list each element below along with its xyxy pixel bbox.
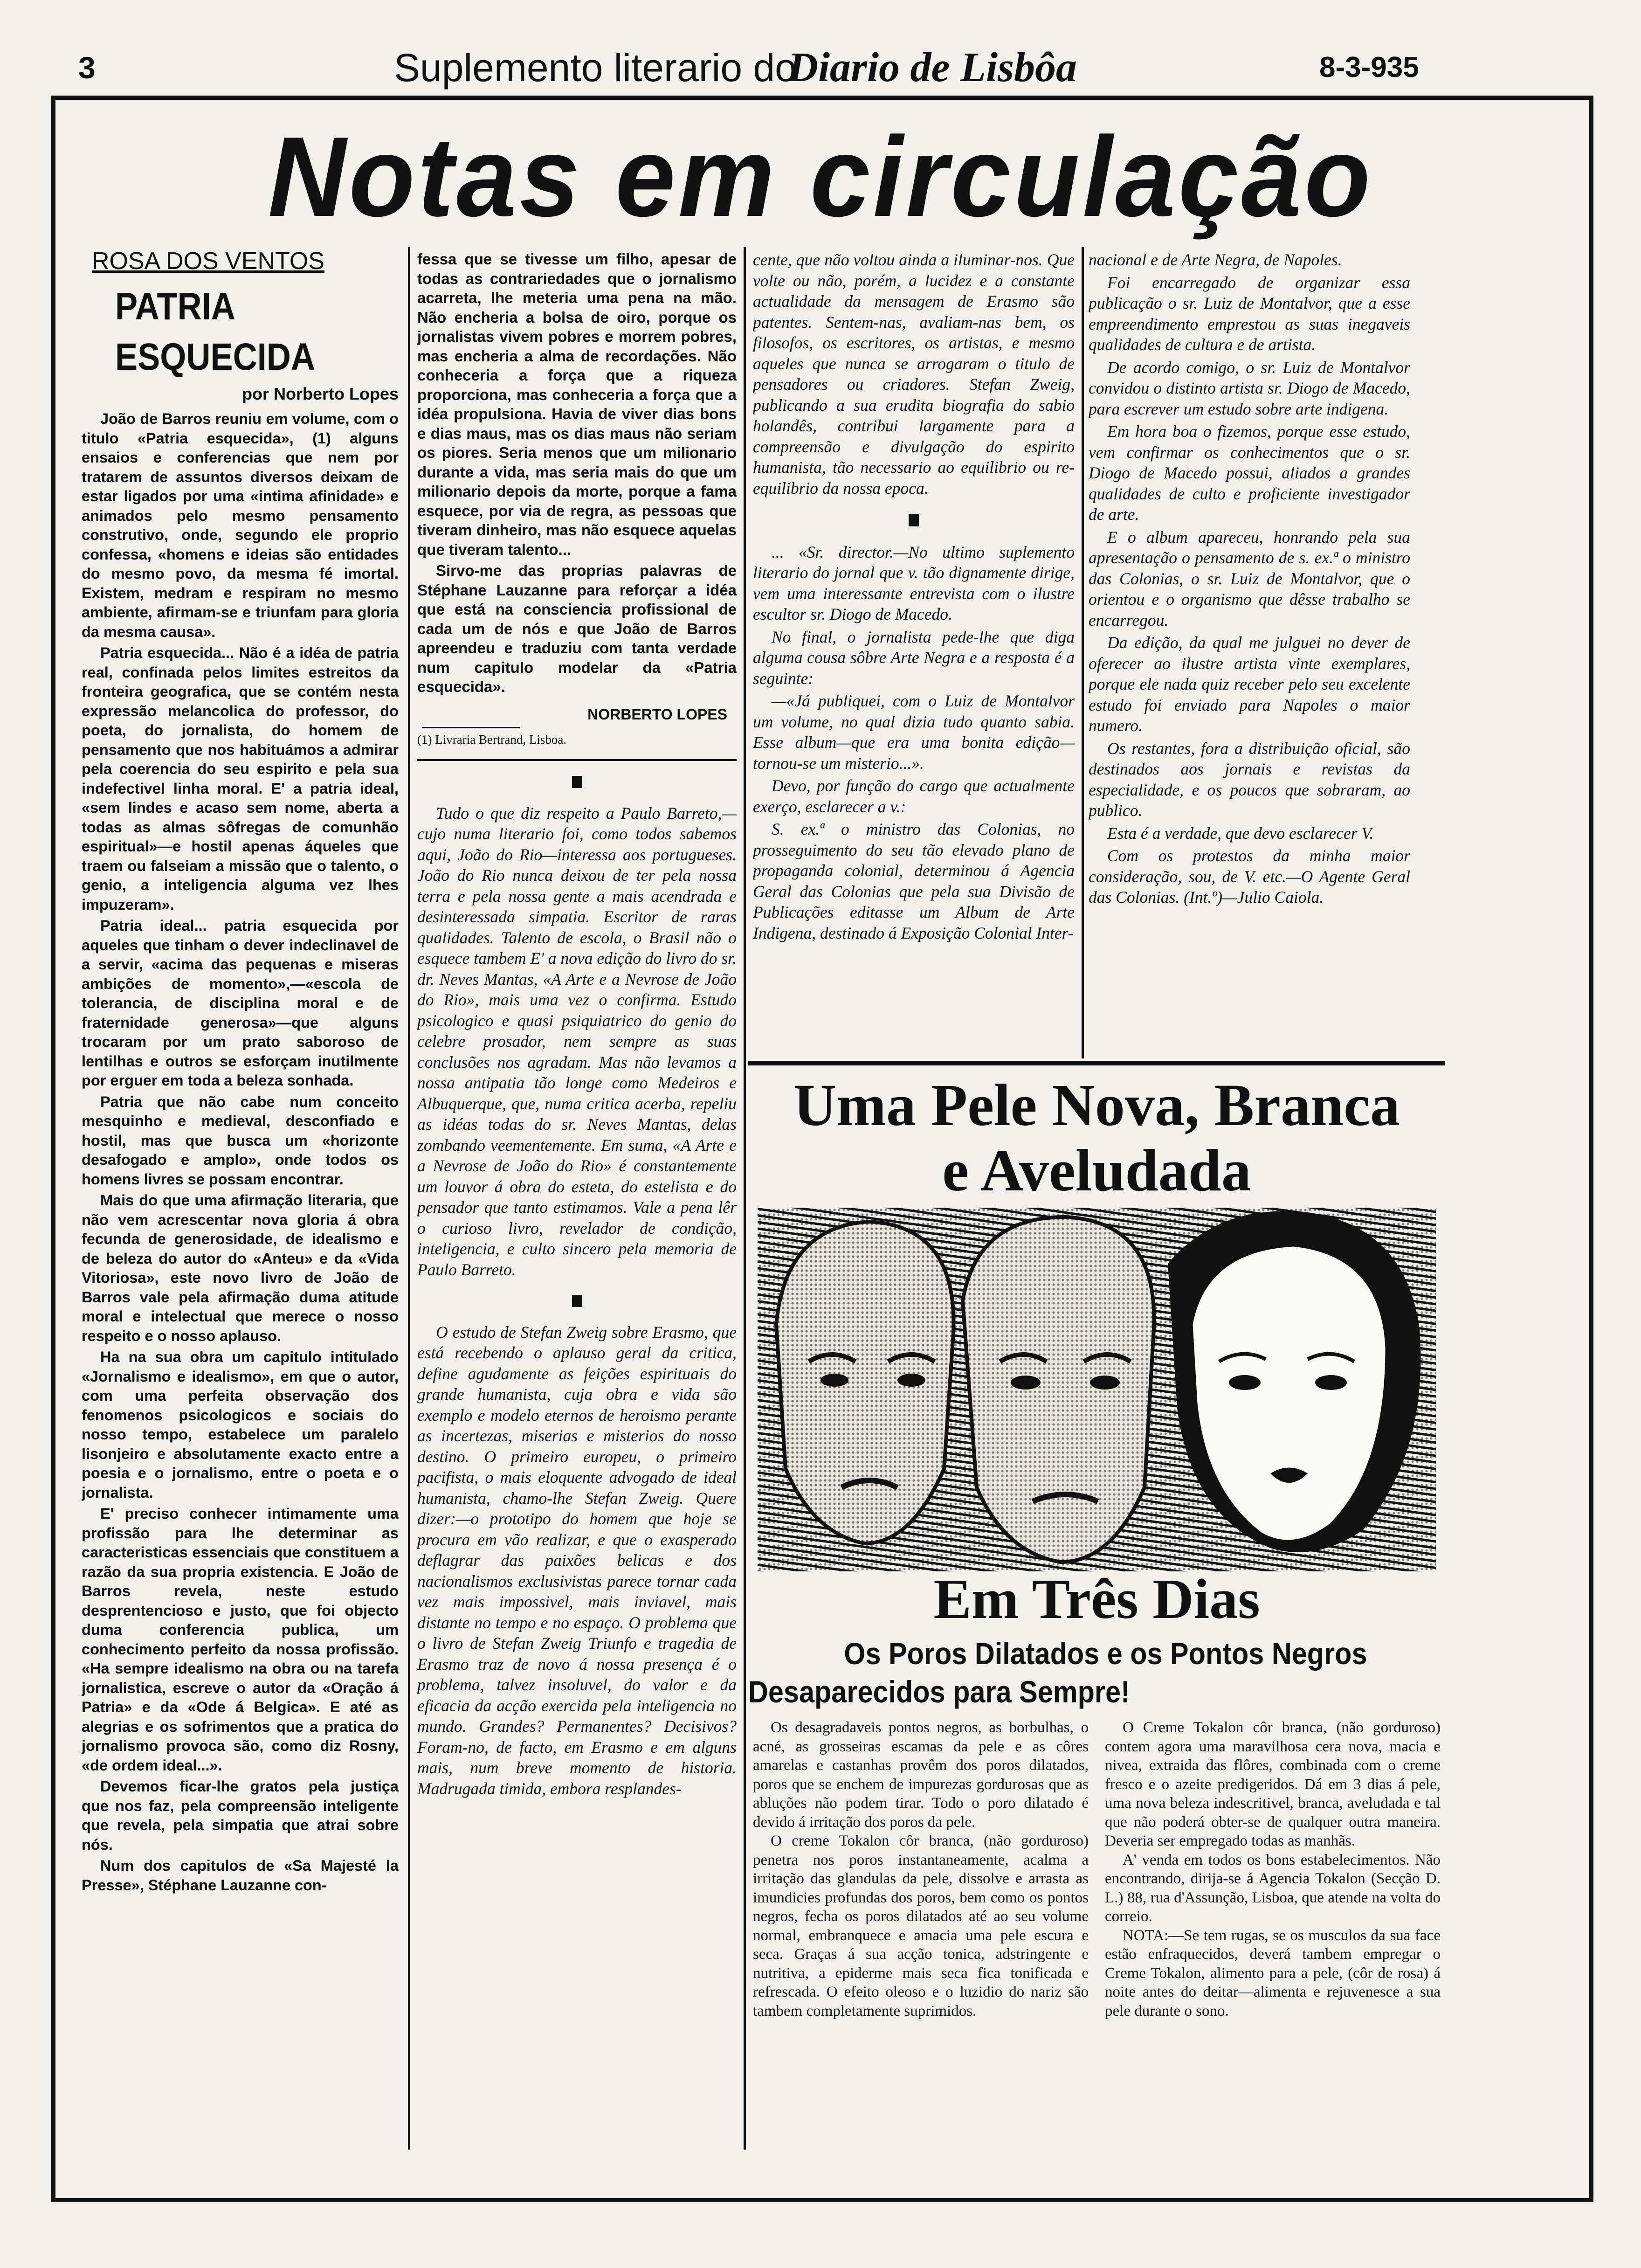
ad-headline-line2: e Aveludada xyxy=(942,1137,1251,1203)
paragraph: O Creme Tokalon côr branca, (não gorduroso) contem agora uma maravilhosa cera nova, macia e nivea, extraida das flôres, combinada com o creme fresco e o azeite predigeridos. Dá em 3 dias á pele, uma nova beleza indescritivel, branca, aveludada e tal que não poderá obter-se de qualquer outra maneira. Deveria ser empregado todas as manhãs. xyxy=(1105,1719,1441,1849)
paragraph: Esta é a verdade, que devo esclarecer V. xyxy=(1107,823,1374,843)
ad-body-right xyxy=(1105,1718,1441,2138)
newspaper-name: Diario de Lisbôa xyxy=(788,44,1077,90)
paragraph: Patria que não cabe num conceito mesquinho e medieval, desconfiado e hostil, mas que busca um «horizonte desafogado e amplo», onde todos os homens livres se possam encontrar. xyxy=(82,1093,399,1188)
paragraph: E' preciso conhecer intimamente uma profissão para lhe determinar as caracteristicas essenciais que constituem a razão da sua propria existencia. E João de Barros revela, neste estudo desprentencioso e justo, que foi objecto duma conferencia publica, um conhecimento perfeito da nossa profissão. «Ha sempre idealismo na obra ou na tarefa jornalistica, escreve o autor da «Oração á Patria» e da «Ode á Belgica». E até as alegrias e os sofrimentos que a pratica do jornalismo provoca são, como diz Rosny, «de ordem ideal...». xyxy=(82,1505,399,1774)
paragraph: Patria esquecida... Não é a idéa de patria real, confinada pelos limites estreitos da fronteira geografica, que se contém nesta expressão melancolica do professor, do poeta, do jornalista, do homem de pensamento que nos habituámos a admirar pela coerencia do seu espirito e pela sua indefectivel linha moral. E' a patria ideal, «sem lindes e acaso sem nome, aberta a todas as almas sôfregas de comunhão espiritual»—e hostil apenas áqueles que traem ou falseiam a missão que o talento, o genio, a inteligencia alguma vez lhes impuzeram». xyxy=(82,644,399,913)
paragraph: cente, que não voltou ainda a iluminar-nos. Que volte ou não, porém, a lucidez e a constante actualidade da mensagem de Erasmo são patentes. Sentem-nas, avaliam-nas bem, os filosofos, os escritores, os artistas, e mesmo aqueles que nunca se arrogaram o titulo de pensadores ou criadores. Stefan Zweig, publicando a sua erudita biografia do sabio holandês, contribui largamente para a compreensão e divulgação do espirito humanista, tão necessario ao equilibrio ou re-equilibrio da nossa epoca. xyxy=(753,250,1075,498)
paragraph: Os restantes, fora a distribuição oficial, são destinados aos jornais e revistas da especialidade, e os poucos que sobraram, ao publico. xyxy=(1089,739,1410,820)
paragraph: E o album apareceu, honrando pela sua apresentação o pensamento de s. ex.ª o ministro das Colonias, o sr. Luiz de Montalvor, que o orientou e o organismo que dêsse trabalho se encarregou. xyxy=(1089,527,1410,629)
paragraph: NOTA:—Se tem rugas, se os musculos da sua face estão enfraquecidos, deverá tambem empregar o Creme Tokalon, alimento para a pele, (côr de rosa) á noite antes do deitar—alimenta e rejuvenesce a sua pele durante o sono. xyxy=(1105,1927,1441,2019)
section-separator xyxy=(753,511,1075,532)
paragraph: Foi encarregado de organizar essa publicação o sr. Luiz de Montalvor, que a esse empreendimento emprestou as suas inegaveis qualidades de cultura e de artista. xyxy=(1089,273,1410,354)
paragraph: S. ex.ª o ministro das Colonias, no prosseguimento do seu tão elevado plano de propaganda colonial, determinou á Agencia Geral das Colonias que pela sua Divisão de Publicações editasse um Album de Arte Indigena, destinado á Exposição Colonial Inter- xyxy=(753,820,1075,942)
section-separator xyxy=(417,1292,737,1312)
footnote-rule xyxy=(422,727,520,728)
notes-column-4 xyxy=(1089,249,1410,1056)
ad-tagline-line1: Os Poros Dilatados e os Pontos Negros xyxy=(844,1636,1367,1671)
paragraph: Sirvo-me das proprias palavras de Stéphane Lauzanne para reforçar a idéa que está na consciencia profissional de cada um de nós e que João de Barros apreendeu e traduziu com tanta verdade num capitulo modelar da «Patria esquecida». xyxy=(417,562,737,695)
column-divider xyxy=(417,759,737,761)
paragraph: João de Barros reuniu em volume, com o titulo «Patria esquecida», (1) alguns ensaios e conferencias que nem por tratarem de assuntos diversos deixam de estar ligados por uma «intima afinidade» e animados pelo mesmo pensamento construtivo, onde, segundo ele proprio confessa, «homens e ideias são entidades do mesmo povo, da mesma fé imortal. Existem, medram e respiram no mesmo ambiente, afirmam-se e triunfam para gloria da mesma causa». xyxy=(82,410,399,640)
article-title: PATRIA ESQUECIDA xyxy=(115,285,316,378)
ad-headline xyxy=(748,1072,1445,1203)
article-continuation xyxy=(417,249,737,2161)
paragraph: Os desagradaveis pontos negros, as borbulhas, o acné, as grosseiras escamas da pele e as côres amarelas e castanhas provêm dos poros dilatados, poros que se enchem de impurezas gordurosas que as abluções não podem tirar. Todo o poro dilatado é devido á irritação dos poros da pele. xyxy=(753,1719,1089,1831)
paragraph: No final, o jornalista pede-lhe que diga alguma cousa sôbre Arte Negra e a resposta é a seguinte: xyxy=(753,627,1075,688)
ad-subhead: Em Três Dias xyxy=(933,1568,1260,1631)
ad-tagline xyxy=(748,1634,1376,1711)
paragraph: Com os protestos da minha maior consideração, sou, de V. etc.—O Agente Geral das Colonias. (Int.º)—Julio Caiola. xyxy=(1089,846,1410,906)
paragraph: ... «Sr. director.—No ultimo suplemento literario do jornal que v. tão dignamente dirige, vem uma interessante entrevista com o ilustre escultor sr. Diogo de Macedo. xyxy=(753,542,1075,623)
ad-headline-line1: Uma Pele Nova, Branca xyxy=(793,1072,1400,1138)
ad-tagline-line2: Desaparecidos para Sempre! xyxy=(748,1674,1130,1709)
section-separator xyxy=(417,773,737,793)
column-rule xyxy=(744,247,746,2150)
aged-face-icon xyxy=(776,1222,954,1543)
advertisement-tokalon xyxy=(748,1068,1445,2154)
article-patria-esquecida xyxy=(82,247,399,2164)
footnote: (1) Livraria Bertrand, Lisboa. xyxy=(417,733,567,747)
issue-date: 8-3-935 xyxy=(1319,51,1419,83)
signature: NORBERTO LOPES xyxy=(587,705,727,723)
page-number: 3 xyxy=(78,50,96,85)
paragraph: —«Já publiquei, com o Luiz de Montalvor um volume, no qual dizia tudo quanto sabia. Esse album—que era uma bonita edição—tornou-se um misterio...». xyxy=(753,691,1075,773)
column-rule xyxy=(408,247,410,2150)
note-stefan-zweig: O estudo de Stefan Zweig sobre Erasmo, que está recebendo o aplauso geral da critica, define agudamente as feições espirituais do grande humanista, cuja obra e vida são exemplo e modelo eternos de heroismo perante as incertezas, miserias e misterios do nosso destino. O primeiro europeu, o primeiro pacifista, o mais eloquente advogado de ideal humanista, chamo-lhe Stefan Zweig. Quere dizer:—o prototipo do homem que hoje se procura em vão realizar, e que o exasperado deflagrar das paixões belicas e dos nacionalismos exclusivistas parece tornar cada vez mais impossivel, mais inviavel, mais distante no tempo e no espaço. O problema que o livro de Stefan Zweig Triunfo e tragedia de Erasmo traz de novo á nossa presença é o problema, talvez insoluvel, do valor e da eficacia da acção exercida pela inteligencia no mundo. Grandes? Permanentes? Decisivos? Foram-no, de facto, em Erasmo e em alguns mais, num breve momento de historia. Madrugada timida, embora resplandes- xyxy=(417,1322,737,1798)
article-byline: por Norberto Lopes xyxy=(241,384,399,403)
paragraph: O creme Tokalon côr branca, (não gorduroso) penetra nos poros instantaneamente, acalma a irritação das glandulas da pele, dissolve e arrasta as imundicies profundas dos poros, bem como os pontos negros, fecha os poros dilatados até ao seu volume normal, embranquece e amacia uma pele escura e seca. Graças á sua acção tonica, adstringente e nutritiva, a epiderme mais seca fica tonificada e refrescada. O efeito oleoso e o luzidio do nariz são tambem completamente suprimidos. xyxy=(753,1832,1089,2019)
paragraph: fessa que se tivesse um filho, apesar de todas as contrariedades que o jornalismo acarreta, lhe meteria uma pena na mão. Não encheria a bolsa de oiro, porque os jornalistas vivem pobres e morrem pobres, mas encheria a alma de recordações. Não conheceria a força que a riqueza proporciona, mas conheceria a força que a idéa propulsiona. Havia de viver dias bons e dias maus, mas os dias maus não seriam os piores. Seria menos que um milionario durante a vida, mas seria mais do que um milionario depois da morte, porque a fama esquece, por via de regra, as pessoas que tiveram dinheiro, mas não esquece aquelas que tiveram talento... xyxy=(417,250,737,558)
paragraph: Patria ideal... patria esquecida por aqueles que tinham o dever indeclinavel de a servir, «acima das pequenas e miseras ambições de momento»,—«escola de tolerancia, de disciplina moral e de fraternidade generosa»—que alguns trocaram por um prato saboroso de lentilhas e outros se esforçam inutilmente por erguer em toda a beleza sonhada. xyxy=(82,917,399,1089)
supplement-title: Suplemento literario do xyxy=(394,46,797,90)
paragraph: Ha na sua obra um capitulo intitulado «Jornalismo e idealismo», em que o autor, com uma perfeita observação dos fenomenos psicologicos e sociais do nosso tempo, estabelece um paralelo lisonjeiro e absolutamente exacto entre a poesia e o jornalismo, entre o poeta e o jornalista. xyxy=(82,1348,399,1501)
paragraph: Num dos capitulos de «Sa Majesté la Presse», Stéphane Lauzanne con- xyxy=(82,1857,399,1894)
advert-top-rule xyxy=(748,1061,1445,1065)
column-rule xyxy=(1082,247,1084,1058)
paragraph: Mais do que uma afirmação literaria, que não vem acrescentar nova gloria á obra fecunda de generosidade, de idealismo e de beleza do autor do «Anteu» e da «Vida Vitoriosa», este novo livro de João de Barros vale pela afirmação duma atitude moral e intelectual que merece o nosso respeito e o nosso aplauso. xyxy=(82,1192,399,1344)
paragraph: Da edição, da qual me julguei no dever de oferecer ao ilustre artista vinte exemplares, porque ele nada quiz receber pelo seu excelente estudo foi enviado para Napoles o maior numero. xyxy=(1089,633,1410,735)
page-headline: Notas em circulação xyxy=(268,113,1373,241)
section-label: ROSA DOS VENTOS xyxy=(92,248,324,275)
ad-body-left xyxy=(753,1718,1089,2138)
aged-face-icon xyxy=(963,1217,1154,1562)
paragraph: Devemos ficar-lhe gratos pela justiça que nos faz, pela compreensão inteligente que revela, pela simpatia que atrai sobre nós. xyxy=(82,1778,399,1853)
paragraph: De acordo comigo, o sr. Luiz de Montalvor convidou o distinto artista sr. Diogo de Macedo, para escrever um estudo sobre arte indigena. xyxy=(1089,358,1410,418)
faces-illustration xyxy=(758,1208,1436,1571)
paragraph: Em hora boa o fizemos, porque esse estudo, vem confirmar os conhecimentos que o sr. Diogo de Macedo possui, aliados a grandes qualidades de culto e proficiente investigador de arte. xyxy=(1089,422,1410,524)
paragraph: A' venda em todos os bons estabelecimentos. Não encontrando, dirija-se á Agencia Tokalon (Secção D. L.) 88, rua d'Assunção, Lisboa, que atende na volta do correio. xyxy=(1105,1851,1441,1925)
paragraph: Devo, por função do cargo que actualmente exerço, esclarecer a v.: xyxy=(753,776,1075,816)
notes-column-3 xyxy=(753,249,1075,1056)
paragraph: nacional e de Arte Negra, de Napoles. xyxy=(1089,250,1342,269)
note-paulo-barreto: Tudo o que diz respeito a Paulo Barreto,—cujo numa literario foi, como todos sabemos aqui, João do Rio—interessa aos portugueses. João do Rio nunca deixou de ter pela nossa terra e pela nossa gente a mais acendrada e desinteressada simpatia. Escritor de raras qualidades. Talento de escola, o Brasil não o esquece tambem E' a nova edição do livro do sr. dr. Neves Mantas, «A Arte e a Nevrose de João do Rio», mais uma vez o confirma. Estudo psicologico e quasi psiquiatrico do genio do celebre prosador, nem sempre as suas conclusões nos agradam. Mas não levamos a nossa antipatia tão longe como Medeiros e Albuquerque, que, numa critica acerba, repeliu as idéas todas do sr. Neves Mantas, delas zombando veementemente. Em suma, «A Arte e a Nevrose de João do Rio» é constantemente um louvor á obra do esteta, do estelista e do pensador que tanto estimamos. Vale a pena lêr o curioso livro, revelador de condição, inteligencia, e culto sincero pela memoria de Paulo Barreto. xyxy=(417,803,737,1279)
